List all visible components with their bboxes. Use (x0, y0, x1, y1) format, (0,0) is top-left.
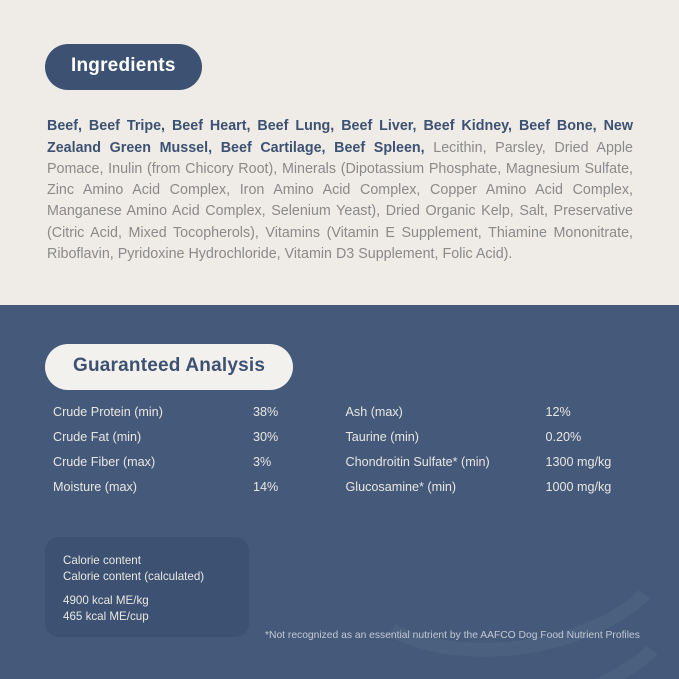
table-row (346, 430, 639, 455)
table-row (53, 430, 346, 455)
nutrient-label: Crude Fiber (max) (53, 455, 156, 469)
nutrient-label: Glucosamine* (min) (345, 480, 457, 494)
table-row (53, 405, 346, 430)
guaranteed-analysis-heading: Guaranteed Analysis (45, 344, 293, 390)
guaranteed-analysis-section (0, 305, 679, 679)
nutrient-label: Chondroitin Sulfate* (min) (345, 455, 490, 469)
table-row (346, 480, 639, 505)
calorie-content-calculated-label: Calorie content (calculated) (63, 569, 205, 583)
calorie-content-label: Calorie content (63, 554, 141, 567)
ingredients-secondary-text: Lecithin, Parsley, Dried Apple Pomace, Inulin (from Chicory Root), Minerals (Dipotassium Phosphate, Magnesium Sulfate, Zinc Amino Acid Complex, Iron Amino Acid Complex, Copper Amino Acid Complex, Manganese Amino Acid Complex, Selenium Yeast), Dried Organic Kelp, Salt, Preservative (Citric Acid, Mixed Tocopherols), Vitamins (Vitamin E Supplement, Thiamine Mononitrate, Riboflavin, Pyridoxine Hydrochloride, Vitamin D3 Supplement, Folic Acid). (47, 139, 633, 263)
analysis-table (53, 405, 638, 505)
footnote-text: *Not recognized as an essential nutrient by the AAFCO Dog Food Nutrient Profiles (265, 630, 640, 641)
nutrient-label: Crude Fat (min) (53, 430, 142, 444)
table-row (53, 480, 346, 505)
nutrient-value: 14% (253, 480, 279, 494)
ingredients-heading: Ingredients (45, 44, 202, 90)
calorie-per-cup-value: 465 kcal ME/cup (63, 609, 149, 623)
ingredients-text (47, 116, 633, 265)
nutrient-value: 1000 mg/kg (545, 480, 612, 494)
nutrient-value: 30% (253, 430, 279, 444)
nutrient-label: Ash (max) (345, 405, 403, 419)
calorie-per-kg-value: 4900 kcal ME/kg (63, 594, 149, 607)
nutrient-label: Taurine (min) (345, 430, 419, 444)
nutrient-value: 38% (253, 405, 279, 419)
ingredients-section (0, 0, 679, 305)
nutrient-value: 12% (545, 405, 571, 419)
calorie-content-box (45, 537, 249, 637)
nutrient-label: Crude Protein (min) (53, 405, 163, 419)
analysis-column-left (53, 405, 346, 505)
nutrient-value: 3% (253, 455, 272, 469)
table-row (53, 455, 346, 480)
table-row (346, 455, 639, 480)
nutrient-value: 0.20% (545, 430, 582, 444)
ingredients-primary-text: Beef, Beef Tripe, Beef Heart, Beef Lung, Beef Liver, Beef Kidney, Beef Bone, New Zealand Green Mussel, Beef Cartilage, Beef Spleen, (47, 118, 633, 156)
table-row (346, 405, 639, 430)
nutrient-value: 1300 mg/kg (545, 455, 612, 469)
nutrient-label: Moisture (max) (53, 480, 137, 494)
analysis-column-right (346, 405, 639, 505)
